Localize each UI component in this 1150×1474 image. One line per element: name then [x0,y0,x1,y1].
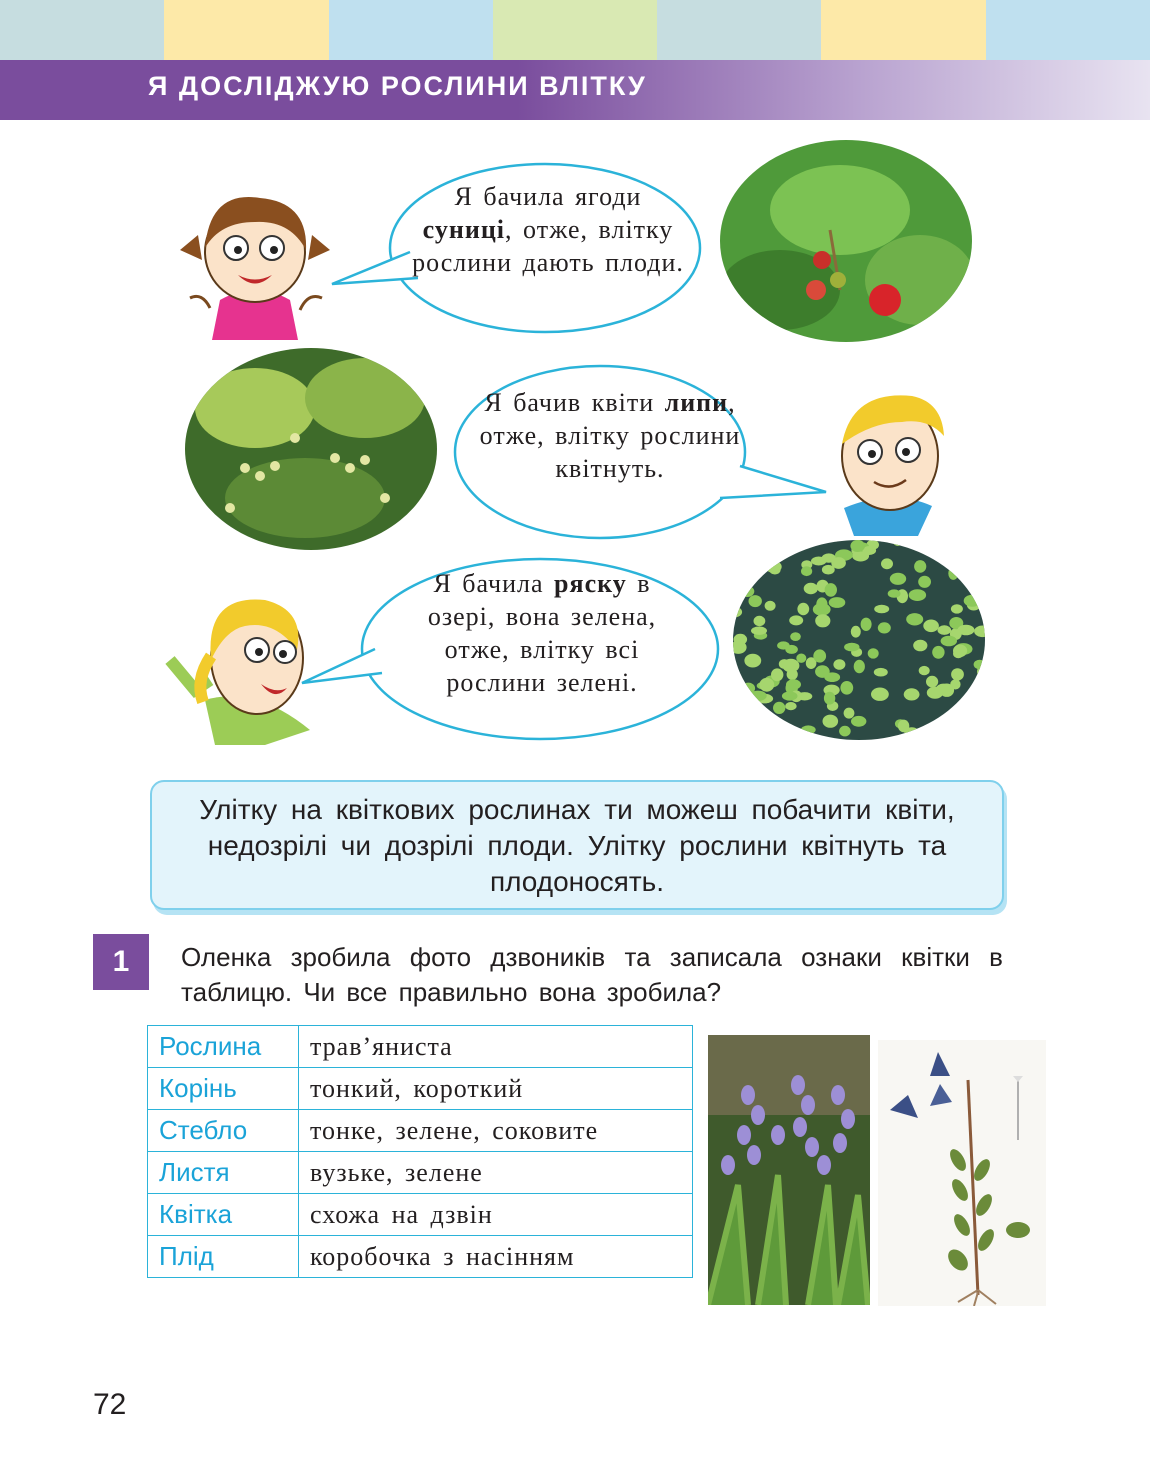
row-value: тонкий, короткий [299,1068,693,1110]
row-value: схожа на дзвін [299,1194,693,1236]
strip-segment [0,0,164,60]
speech-bubble-1 [330,160,710,340]
task-text: Оленка зробила фото дзвоників та записала ознаки квітки в таблицю. Чи все правильно вона зробила? [181,942,1003,1007]
speech-bubble-2 [450,360,830,545]
strip-segment [329,0,493,60]
strawberry-photo [720,140,972,342]
speech-bubble-3 [300,555,730,745]
page-title: Я ДОСЛІДЖУЮ РОСЛИНИ ВЛІТКУ [148,71,647,101]
row-key: Корінь [148,1068,299,1110]
info-box [150,780,1004,910]
strip-segment [657,0,821,60]
table-row [148,1110,693,1152]
row-key: Рослина [148,1026,299,1068]
row-key: Листя [148,1152,299,1194]
bluebell-botanical-drawing [878,1040,1046,1306]
duckweed-photo [733,540,985,740]
strip-segment [986,0,1150,60]
strip-segment [164,0,328,60]
page-number: 72 [93,1388,127,1421]
bubble-1-keyword: суниці [422,215,506,244]
linden-photo [185,348,437,550]
row-key: Квітка [148,1194,299,1236]
bubble-3-text-start: Я бачила [433,569,544,598]
info-box-text: Улітку на квіткових рослинах ти можеш побачити квіти, недозрілі чи дозрілі плоди. Улітку рослини квітнуть та плодоносять. [199,794,955,897]
boy-illustration [832,388,952,536]
bubble-3-text [402,567,682,699]
bubble-3-text-end: в озері, вона зелена, отже, влітку всі рослини зелені. [427,569,657,697]
row-key: Плід [148,1236,299,1278]
plant-features-table [147,1025,693,1278]
bubble-2-keyword: липи [664,388,729,417]
bubble-1-text-start: Я бачила ягоди [454,182,642,211]
blonde-girl-illustration [165,590,315,745]
table-row [148,1068,693,1110]
row-value: коробочка з насінням [299,1236,693,1278]
bubble-3-keyword: ряску [554,569,627,598]
table-row [148,1194,693,1236]
task-number: 1 [93,934,149,990]
table-row [148,1026,693,1068]
row-key: Стебло [148,1110,299,1152]
bubble-2-text-start: Я бачив квіти [484,388,655,417]
strip-segment [493,0,657,60]
girl-pigtails-illustration [180,180,330,340]
row-value: тонке, зелене, соковите [299,1110,693,1152]
bluebell-photo [708,1035,870,1305]
row-value: трав’яниста [299,1026,693,1068]
bubble-1-text-end: , отже, влітку рослини дають плоди. [412,215,684,277]
bubble-1-text [408,180,688,279]
bubble-2-text [470,386,750,485]
table-row [148,1236,693,1278]
strip-segment [821,0,985,60]
row-value: вузьке, зелене [299,1152,693,1194]
title-bar [0,60,1150,120]
color-strip [0,0,1150,60]
table-row [148,1152,693,1194]
bubble-2-text-end: , отже, влітку рослини квітнуть. [479,388,741,483]
